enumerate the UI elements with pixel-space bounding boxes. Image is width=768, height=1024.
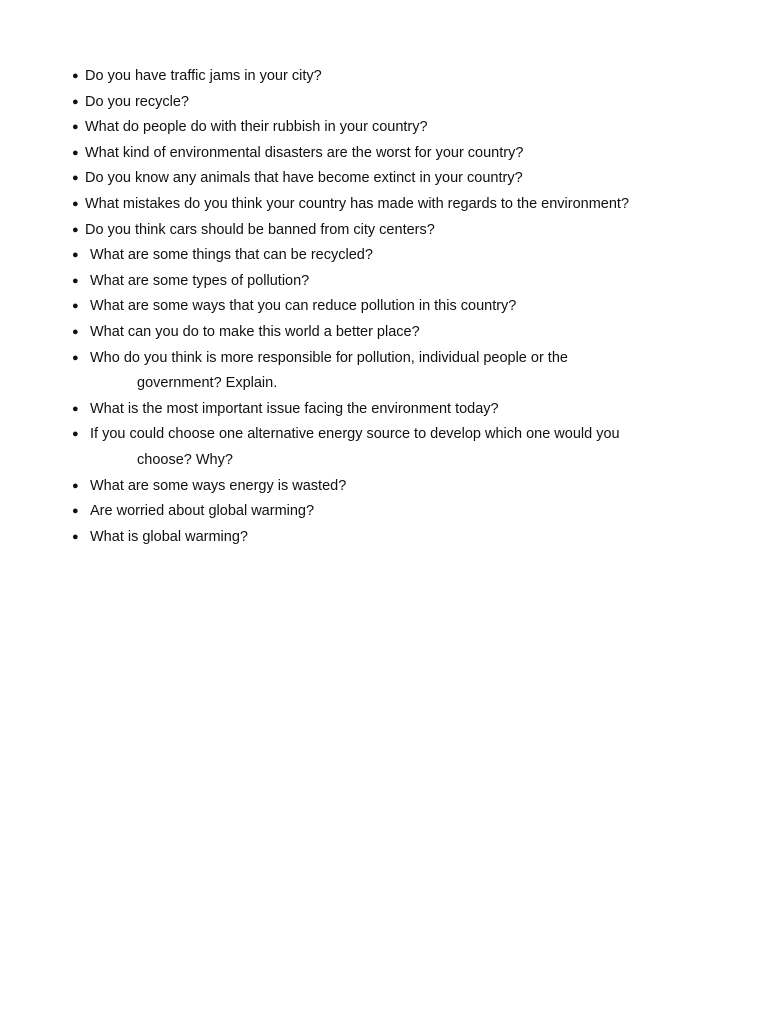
bullet-icon: ● [72, 505, 79, 518]
bullet-icon: ● [72, 402, 79, 415]
question-text: Do you recycle? [85, 93, 189, 110]
bullet-icon: ● [72, 95, 79, 108]
question-text: Do you have traffic jams in your city? [85, 68, 322, 84]
question-item [72, 346, 712, 397]
bullet-icon: ● [72, 274, 79, 287]
question-item [72, 166, 712, 192]
question-text-block [90, 422, 712, 473]
question-text: Do you know any animals that have become extinct in your country? [85, 170, 523, 187]
question-text: What are some things that can be recycled? [90, 247, 373, 264]
question-item [72, 525, 712, 551]
question-list [72, 64, 712, 550]
question-text-continuation: choose? Why? [137, 451, 233, 468]
question-item [72, 218, 712, 244]
question-item [72, 64, 712, 90]
question-text: What is global warming? [90, 528, 248, 545]
question-text: If you could choose one alternative energy source to develop which one would you [90, 426, 620, 443]
bullet-icon: ● [72, 479, 79, 492]
bullet-icon: ● [72, 197, 79, 210]
question-item [72, 269, 712, 295]
question-text: What kind of environmental disasters are the worst for your country? [85, 144, 524, 161]
question-text-continuation: government? Explain. [137, 375, 278, 392]
question-item [72, 320, 712, 346]
bullet-icon: ● [72, 351, 79, 364]
bullet-icon: ● [72, 325, 79, 338]
question-item [72, 90, 712, 116]
bullet-icon: ● [72, 530, 79, 543]
question-text: Who do you think is more responsible for pollution, individual people or the [90, 349, 568, 366]
question-text: What is the most important issue facing the environment today? [90, 400, 499, 417]
question-text: What can you do to make this world a better place? [90, 323, 420, 340]
question-text: Do you think cars should be banned from city centers? [85, 221, 435, 238]
question-text-block [90, 346, 712, 397]
bullet-icon: ● [72, 172, 79, 185]
question-text: What do people do with their rubbish in your country? [85, 119, 428, 136]
question-item [72, 499, 712, 525]
question-item [72, 141, 712, 167]
question-item [72, 294, 712, 320]
bullet-icon: ● [72, 223, 79, 236]
question-text: What are some ways that you can reduce pollution in this country? [90, 298, 517, 315]
question-text: What are some ways energy is wasted? [90, 477, 347, 494]
bullet-icon: ● [72, 300, 79, 313]
question-text: Are worried about global warming? [90, 503, 315, 520]
bullet-icon: ● [72, 121, 79, 134]
question-item [72, 115, 712, 141]
bullet-icon: ● [72, 428, 79, 441]
question-text: What are some types of pollution? [90, 272, 310, 289]
bullet-icon: ● [72, 249, 79, 262]
question-item [72, 192, 712, 218]
question-item [72, 397, 712, 423]
question-text: What mistakes do you think your country has made with regards to the environment? [85, 195, 630, 212]
question-item [72, 474, 712, 500]
question-item [72, 422, 712, 473]
bullet-icon: ● [72, 70, 79, 82]
bullet-icon: ● [72, 146, 79, 159]
question-item [72, 243, 712, 269]
